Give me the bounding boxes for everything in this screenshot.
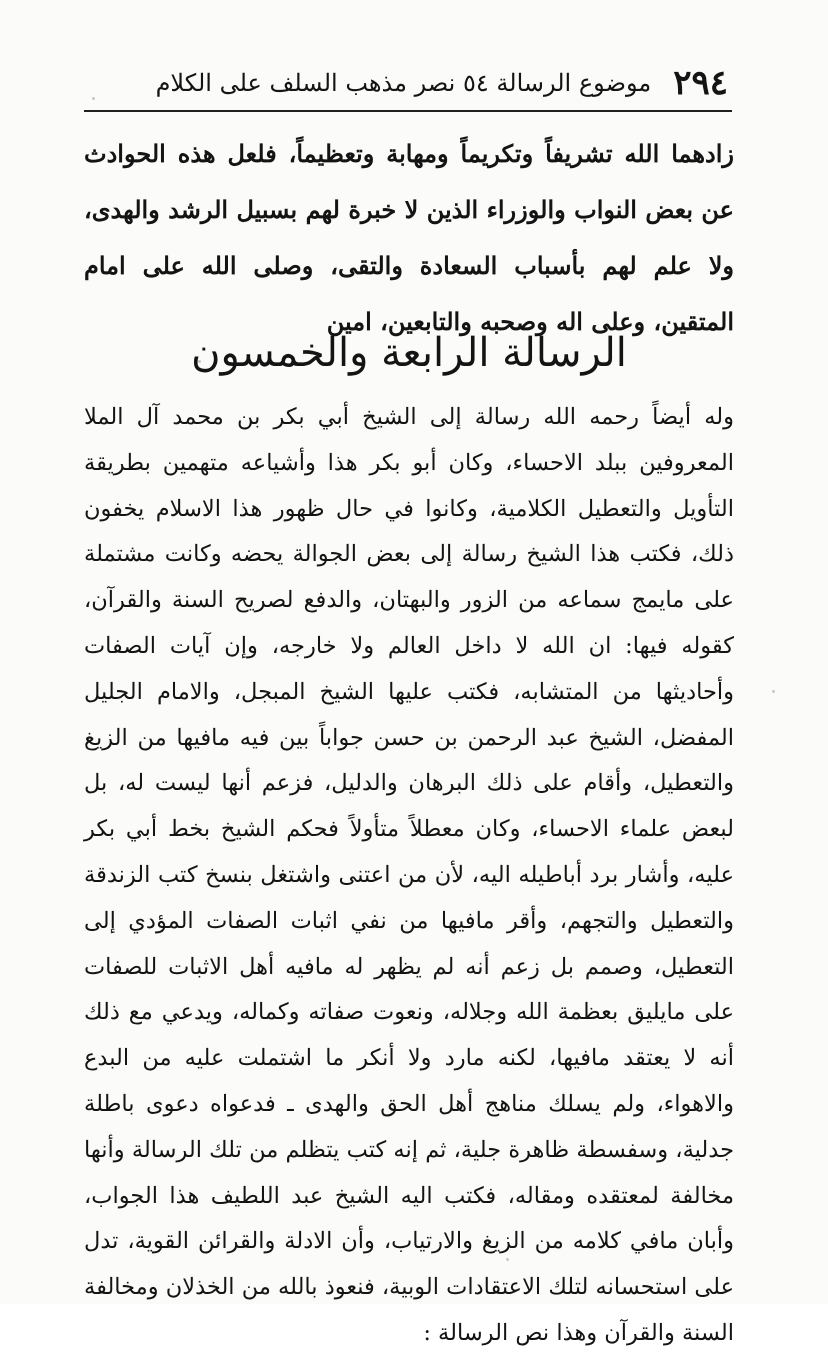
page-number: ٢٩٤: [673, 63, 728, 103]
intro-paragraph: زادهما الله تشريفاً وتكريماً ومهابة وتعظيماً، فلعل هذه الحوادث عن بعض النواب والوزراء الذين لا خبرة لهم بسبيل الرشد والهدى، ولا علم لهم بأسباب السعادة والتقى، وصلى الله على امام المتقين، وعلى اله وصحبه والتابعين، امين: [84, 139, 734, 336]
running-title: موضوع الرسالة ٥٤ نصر مذهب السلف على الكلام: [155, 69, 652, 97]
page-header: [84, 58, 732, 108]
section-heading: الرسالة الرابعة والخمسون: [191, 330, 627, 376]
header-divider: [84, 110, 732, 112]
body-paragraph: وله أيضاً رحمه الله رسالة إلى الشيخ أبي بكر بن محمد آل الملا المعروفين ببلد الاحساء، وكان أبو بكر هذا وأشياعه متهمين بطريقة التأويل والتعطيل الكلامية، وكانوا في حال ظهور هذا الاسلام يخفون ذلك، فكتب هذا الشيخ رسالة إلى بعض الجوالة يحضه وكانت مشتملة على مايمج سماعه من الزور والبهتان، والدفع لصريح السنة والقرآن، كقوله فيها: ان الله لا داخل العالم ولا خارجه، وإن آيات الصفات وأحاديثها من المتشابه، فكتب عليها الشيخ المبجل، والامام الجليل المفضل، الشيخ عبد الرحمن بن حسن جواباً بين فيه مافيها من الزيغ والتعطيل، وأقام على ذلك البرهان والدليل، فزعم أنها ليست له، بل لبعض علماء الاحساء، وكان معطلاً متأولاً فحكم الشيخ بخط أبي بكر عليه، وأشار برد أباطيله اليه، لأن من اعتنى واشتغل بنسخ كتب الزندقة والتعطيل والتجهم، وأقر مافيها من نفي اثبات الصفات المؤدي إلى التعطيل، وصمم بل زعم أنه لم يظهر له مافيه أهل الاثبات للصفات على مايليق بعظمة الله وجلاله، ونعوت صفاته وكماله، ويدعي مع ذلك أنه لا يعتقد مافيها، لكنه مارد ولا أنكر ما اشتملت عليه من البدع والاهواء، ولم يسلك مناهج أهل الحق والهدى ـ فدعواه دعوى باطلة جدلية، وسفسطة ظاهرة جلية، ثم إنه كتب يتظلم من تلك الرسالة وأنها مخالفة لمعتقده ومقاله، فكتب اليه الشيخ عبد اللطيف هذا الجواب، وأبان مافي كلامه من الزيغ والارتياب، وأن الادلة والقرائن القوية، تدل على استحسانه لتلك الاعتقادات الوبية، فنعوذ بالله من الخذلان ومخالفة السنة والقرآن وهذا نص الرسالة :: [84, 404, 734, 1346]
scan-speck: [772, 690, 775, 693]
